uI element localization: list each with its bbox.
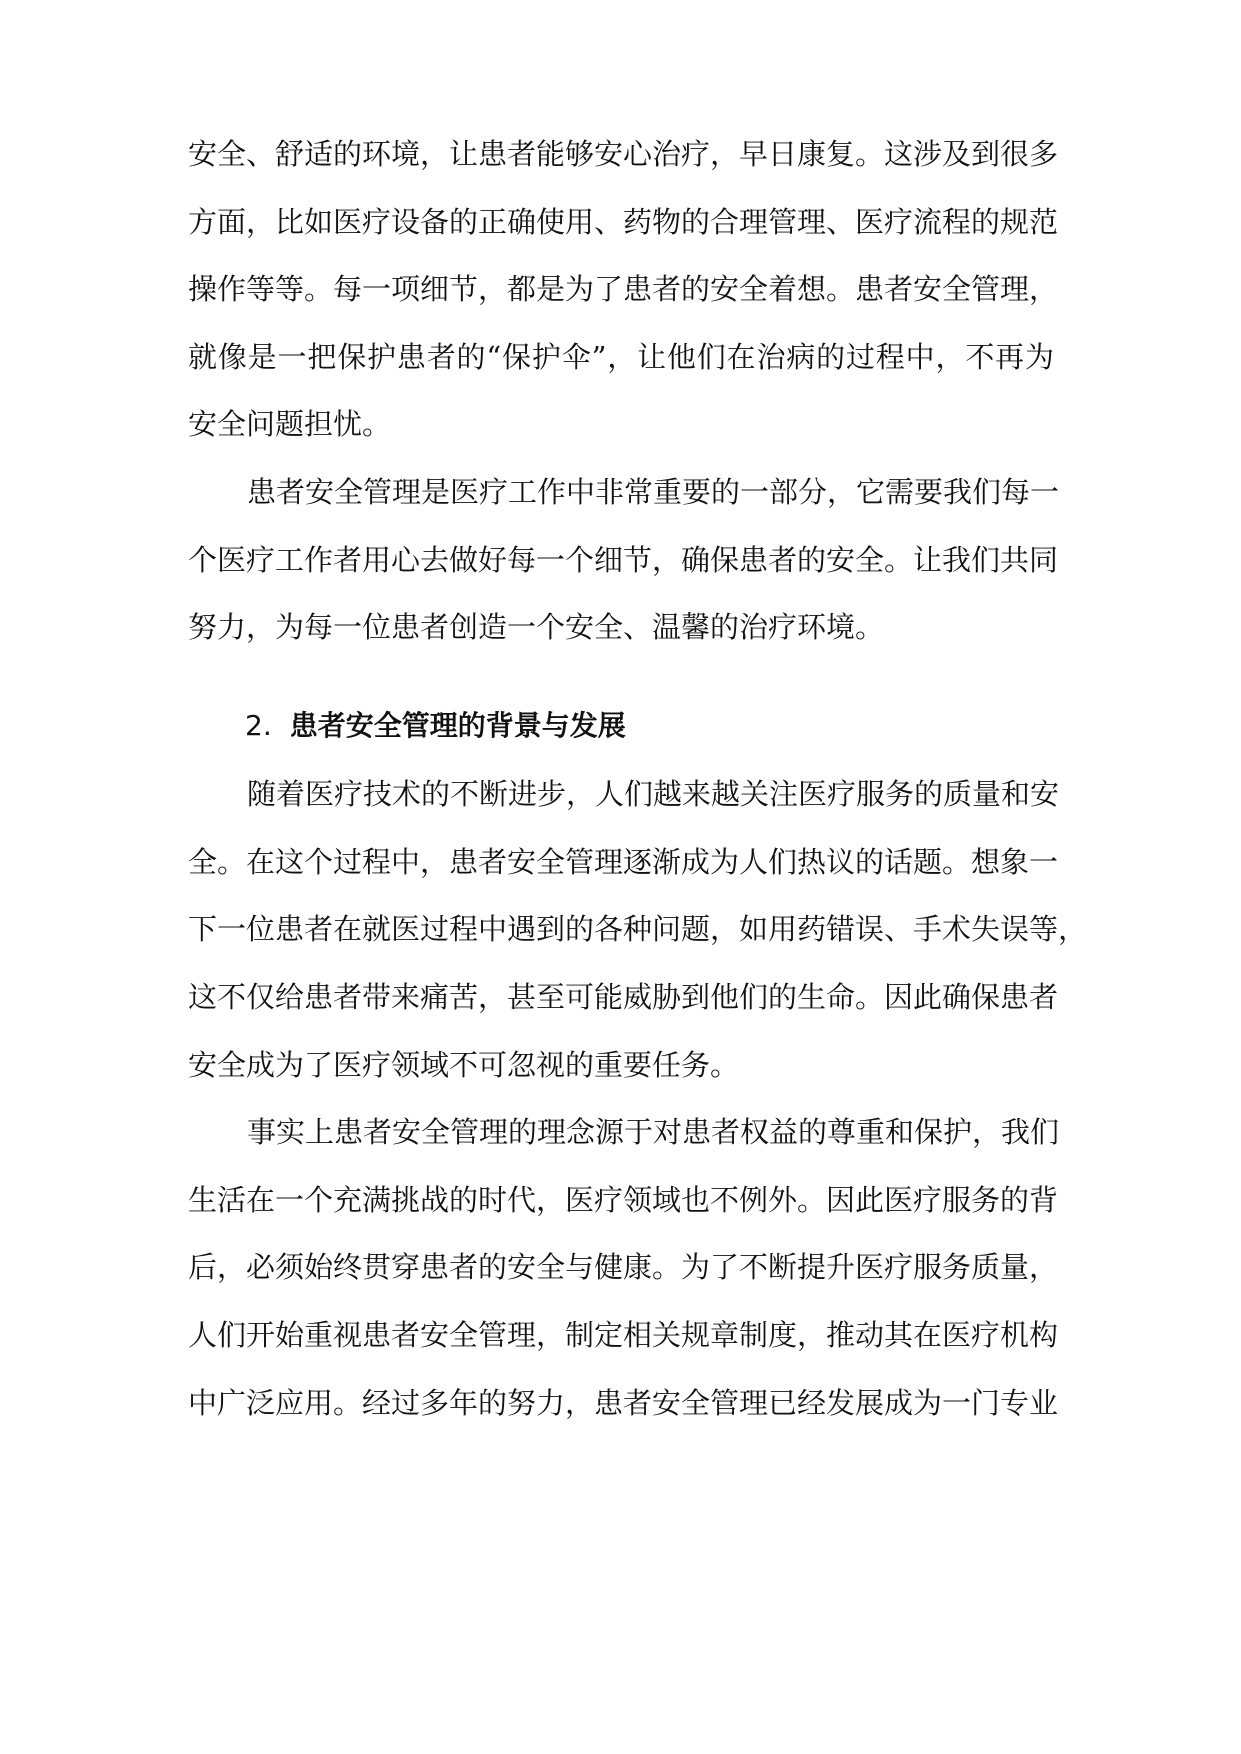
- paragraph-line: 患者安全管理是医疗工作中非常重要的一部分，它需要我们每一: [247, 475, 1060, 509]
- paragraph-line: 中广泛应用。经过多年的努力，患者安全管理已经发展成为一门专业: [188, 1386, 1059, 1420]
- paragraph-line: 个医疗工作者用心去做好每一个细节，确保患者的安全。让我们共同: [188, 543, 1059, 577]
- paragraph-line: 人们开始重视患者安全管理，制定相关规章制度，推动其在医疗机构: [188, 1318, 1059, 1352]
- paragraph-line: 操作等等。每一项细节，都是为了患者的安全着想。患者安全管理，: [188, 272, 1059, 306]
- section-number: 2.: [245, 709, 272, 742]
- paragraph-line: 随着医疗技术的不断进步，人们越来越关注医疗服务的质量和安: [247, 777, 1060, 811]
- paragraph-line: 事实上患者安全管理的理念源于对患者权益的尊重和保护，我们: [247, 1115, 1060, 1149]
- paragraph-line: 生活在一个充满挑战的时代，医疗领域也不例外。因此医疗服务的背: [188, 1183, 1059, 1217]
- paragraph-line: 下一位患者在就医过程中遇到的各种问题，如用药错误、手术失误等，: [188, 912, 1088, 946]
- paragraph-line: 全。在这个过程中，患者安全管理逐渐成为人们热议的话题。想象一: [188, 845, 1059, 879]
- paragraph-line: 就像是一把保护患者的“保护伞”，让他们在治病的过程中，不再为: [188, 340, 1054, 374]
- paragraph-line: 后，必须始终贯穿患者的安全与健康。为了不断提升医疗服务质量，: [188, 1250, 1059, 1284]
- paragraph-line: 这不仅给患者带来痛苦，甚至可能威胁到他们的生命。因此确保患者: [188, 980, 1059, 1014]
- paragraph-line: 安全问题担忧。: [188, 407, 392, 441]
- paragraph-line: 方面，比如医疗设备的正确使用、药物的合理管理、医疗流程的规范: [188, 205, 1059, 239]
- section-title: 患者安全管理的背景与发展: [289, 709, 626, 742]
- paragraph-line: 安全成为了医疗领域不可忽视的重要任务。: [188, 1048, 740, 1082]
- paragraph-line: 努力，为每一位患者创造一个安全、温馨的治疗环境。: [188, 610, 885, 644]
- section-heading: [245, 706, 626, 746]
- paragraph-line: 安全、舒适的环境，让患者能够安心治疗，早日康复。这涉及到很多: [188, 137, 1059, 171]
